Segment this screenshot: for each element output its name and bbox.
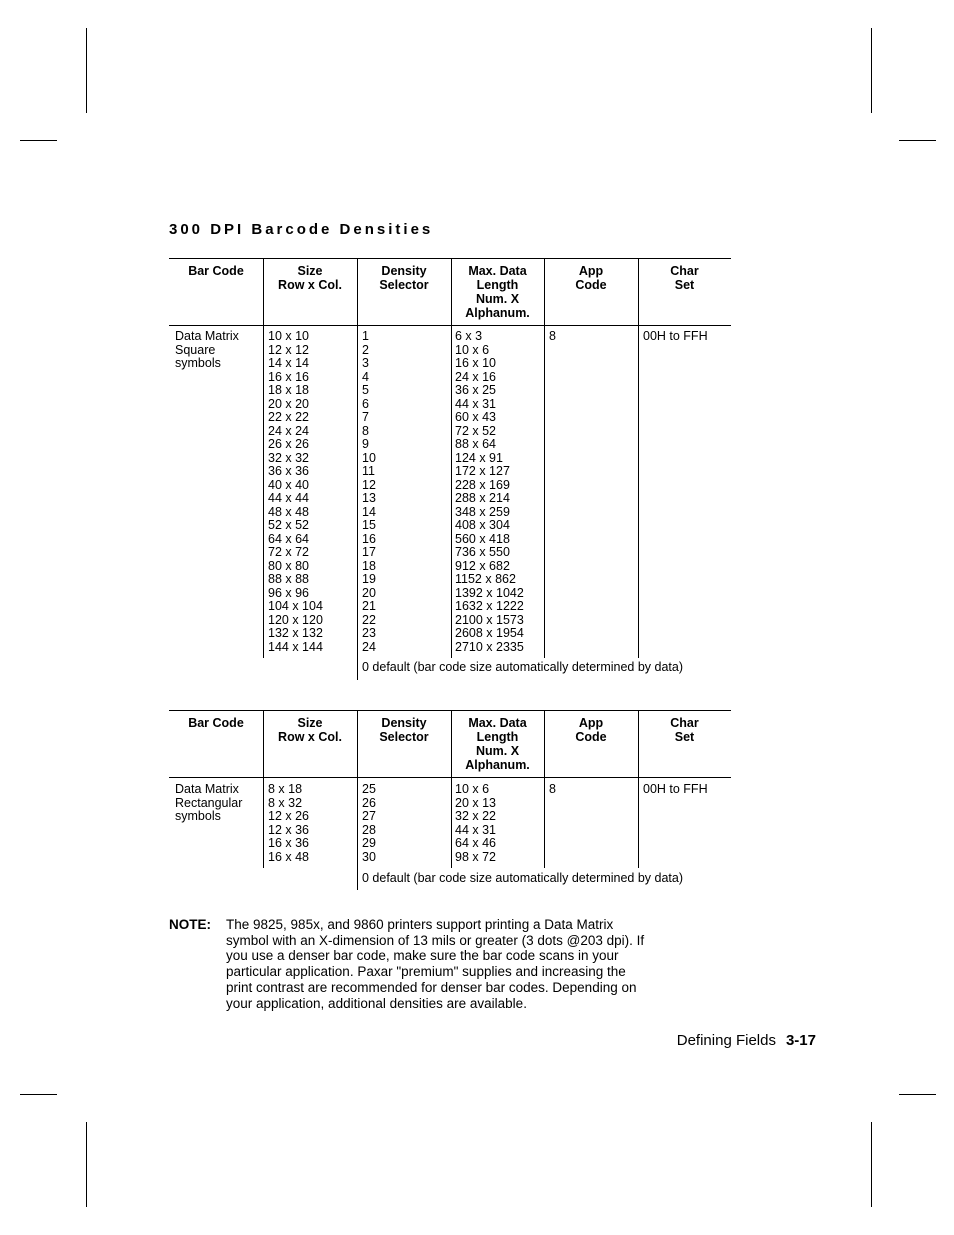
- header-bar-code: Bar Code: [188, 264, 244, 278]
- header-char-set: Char Set: [670, 264, 699, 292]
- crop-mark: [871, 1122, 872, 1207]
- column-divider: [544, 258, 545, 658]
- app-code-cell: 8: [549, 782, 556, 796]
- max-length-column: 6 x 3 10 x 6 16 x 10 24 x 16 36 x 25 44 x 31 60 x 43 72 x 52 88 x 64 124 x 91 172 x 127 228 x 169 288 x 214 348 x 259 408 x 304 560 x 418 736 x 550 912 x 682 1152 x 862 1392 x 1042 1632 x 1222 2100 x 1573 2608 x 1954 2710 x 2335: [455, 329, 524, 654]
- header-app-code: App Code: [575, 716, 607, 744]
- page-footer: [677, 1032, 816, 1049]
- header-bar-code: Bar Code: [188, 716, 244, 730]
- column-divider: [638, 258, 639, 658]
- table-top-rule: [169, 710, 731, 711]
- bar-code-cell: Data Matrix Rectangular symbols: [175, 782, 243, 823]
- crop-mark: [86, 1122, 87, 1207]
- header-size: Size Row x Col.: [278, 716, 342, 744]
- header-char-set: Char Set: [670, 716, 699, 744]
- default-note: 0 default (bar code size automatically determined by data): [362, 871, 684, 885]
- char-set-cell: 00H to FFH: [643, 329, 708, 343]
- selector-column: 1 2 3 4 5 6 7 8 9 10 11 12 13 14 15 16 17 18 19 20 21 22 23 24: [362, 329, 376, 654]
- crop-mark: [899, 1094, 936, 1095]
- column-divider: [263, 258, 264, 658]
- note-text: The 9825, 985x, and 9860 printers support printing a Data Matrix symbol with an X-dimension of 13 mils or greater (3 dots @203 dpi). If you use a denser bar code, make sure the bar code scans in your particular application. Paxar "premium" supplies and increasing the print contrast are recommended for denser bar codes. Depending on your application, additional densities are available.: [226, 917, 645, 1011]
- header-density-selector: Density Selector: [379, 264, 429, 292]
- default-note: 0 default (bar code size automatically determined by data): [362, 660, 684, 674]
- density-table-square: [169, 258, 731, 683]
- table-top-rule: [169, 258, 731, 259]
- selector-column: 25 26 27 28 29 30: [362, 782, 376, 864]
- crop-mark: [871, 28, 872, 113]
- column-divider: [357, 258, 358, 680]
- max-length-column: 10 x 6 20 x 13 32 x 22 44 x 31 64 x 46 98 x 72: [455, 782, 497, 864]
- page-title: 300 DPI Barcode Densities: [169, 221, 434, 238]
- note-label: NOTE:: [169, 917, 211, 932]
- crop-mark: [86, 28, 87, 113]
- bar-code-cell: Data Matrix Square symbols: [175, 329, 239, 370]
- header-size: Size Row x Col.: [278, 264, 342, 292]
- size-column: 8 x 18 8 x 32 12 x 26 12 x 36 16 x 36 16 x 48: [268, 782, 310, 864]
- crop-mark: [899, 140, 936, 141]
- size-column: 10 x 10 12 x 12 14 x 14 16 x 16 18 x 18 20 x 20 22 x 22 24 x 24 26 x 26 32 x 32 36 x 36 40 x 40 44 x 44 48 x 48 52 x 52 64 x 64 72 x 72 80 x 80 88 x 88 96 x 96 104 x 104 120 x 120 132 x 132 144 x 144: [268, 329, 323, 654]
- page-number: 3-17: [785, 1032, 816, 1049]
- header-max-data-length: Max. Data Length Num. X Alphanum.: [465, 716, 530, 772]
- crop-mark: [20, 140, 57, 141]
- header-max-data-length: Max. Data Length Num. X Alphanum.: [465, 264, 530, 320]
- crop-mark: [20, 1094, 57, 1095]
- app-code-cell: 8: [549, 329, 556, 343]
- table-header-rule: [169, 325, 731, 326]
- header-app-code: App Code: [575, 264, 607, 292]
- header-density-selector: Density Selector: [379, 716, 429, 744]
- char-set-cell: 00H to FFH: [643, 782, 708, 796]
- table-header-rule: [169, 777, 731, 778]
- density-table-rectangular: [169, 710, 731, 895]
- footer-section: Defining Fields: [676, 1032, 776, 1049]
